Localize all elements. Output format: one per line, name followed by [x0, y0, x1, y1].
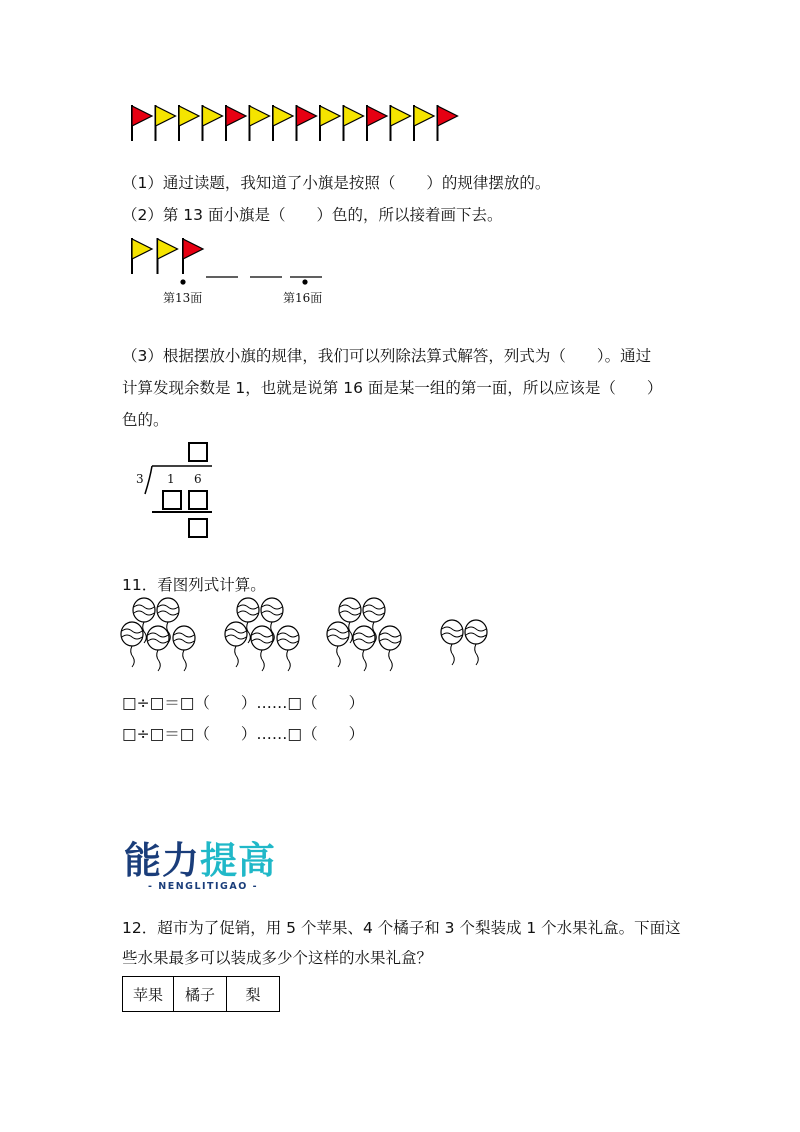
small-flag-2 — [158, 238, 178, 274]
remainder-box[interactable] — [188, 518, 208, 538]
marker-dot-16 — [302, 279, 307, 284]
table-header-orange: 橘子 — [174, 977, 227, 1012]
q10-part1: （1）通过读题，我知道了小旗是按照（ ）的规律摆放的。 — [122, 174, 551, 192]
q10-part3-line1: （3）根据摆放小旗的规律，我们可以列除法算式解答，列式为（ ）。通过 — [122, 347, 652, 365]
row-flag-11 — [367, 105, 387, 141]
balloon-17 — [465, 620, 487, 665]
logo-subtitle: - NENGLITIGAO - — [148, 881, 259, 892]
table-header-pear: 梨 — [227, 977, 280, 1012]
divisor: 3 — [136, 472, 144, 486]
q12-line2: 些水果最多可以装成多少个这样的水果礼盒？ — [122, 949, 433, 967]
balloon-14 — [353, 626, 375, 671]
balloon-15 — [379, 626, 401, 671]
flag-sequence-diagram — [128, 236, 338, 286]
dividend-ones: 6 — [194, 472, 202, 486]
row-flag-10 — [344, 105, 364, 141]
product-box-2[interactable] — [188, 490, 208, 510]
flag-row — [128, 103, 468, 145]
q10-part3-line2: 计算发现余数是 1，也就是说第 16 面是某一组的第一面，所以应该是（ ） — [122, 379, 663, 397]
row-flag-8 — [297, 105, 317, 141]
row-flag-14 — [438, 105, 458, 141]
small-flag-3 — [183, 238, 203, 274]
dividend-tens: 1 — [167, 472, 175, 486]
q10-part2: （2）第 13 面小旗是（ ）色的，所以接着画下去。 — [122, 206, 503, 224]
label-16th-flag: 第16面 — [283, 291, 323, 305]
balloon-9 — [251, 626, 273, 671]
q11-formula-1[interactable]: □÷□＝□（ ）……□（ ） — [122, 694, 365, 712]
section-logo — [124, 839, 276, 892]
balloon-16 — [441, 620, 463, 665]
marker-dot-13 — [180, 279, 185, 284]
row-flag-7 — [273, 105, 293, 141]
balloon-4 — [147, 626, 169, 671]
balloon-3 — [121, 622, 143, 667]
fruit-table — [122, 976, 280, 1012]
product-box-1[interactable] — [162, 490, 182, 510]
balloon-10 — [277, 626, 299, 671]
row-flag-3 — [179, 105, 199, 141]
balloon-8 — [225, 622, 247, 667]
balloon-illustration — [118, 596, 498, 676]
balloon-5 — [173, 626, 195, 671]
logo-text-dark: 能力 — [124, 839, 200, 882]
q10-part3-line3: 色的。 — [122, 411, 169, 429]
row-flag-6 — [250, 105, 270, 141]
row-flag-9 — [320, 105, 340, 141]
balloon-13 — [327, 622, 349, 667]
row-flag-5 — [226, 105, 246, 141]
q11-title: 11．看图列式计算。 — [122, 576, 266, 594]
label-13th-flag: 第13面 — [163, 291, 203, 305]
small-flag-1 — [132, 238, 152, 274]
q11-formula-2[interactable]: □÷□＝□（ ）……□（ ） — [122, 725, 365, 743]
long-division — [130, 438, 220, 543]
table-row — [123, 977, 280, 1012]
row-flag-1 — [132, 105, 152, 141]
logo-text-accent: 提高 — [200, 839, 276, 882]
row-flag-12 — [391, 105, 411, 141]
q12-line1: 12．超市为了促销，用 5 个苹果、4 个橘子和 3 个梨装成 1 个水果礼盒。下面这 — [122, 919, 681, 937]
table-header-apple: 苹果 — [123, 977, 174, 1012]
row-flag-4 — [203, 105, 223, 141]
row-flag-13 — [414, 105, 434, 141]
row-flag-2 — [156, 105, 176, 141]
